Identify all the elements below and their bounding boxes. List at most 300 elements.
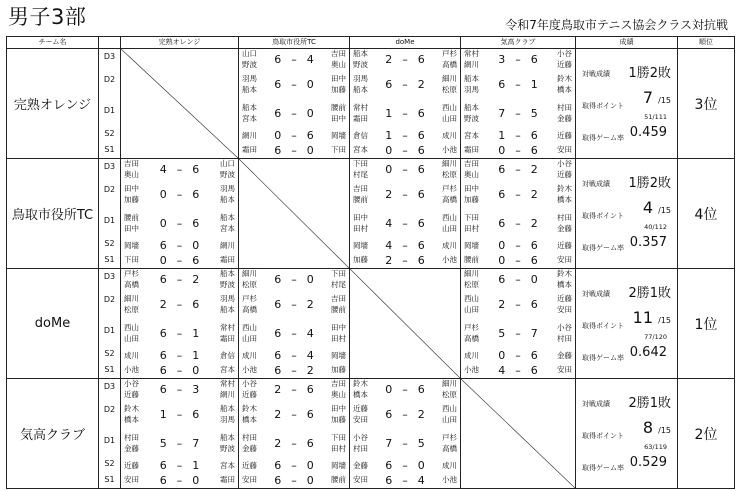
match-row — [239, 290, 349, 319]
game-rate-label: 取得ゲーム率 — [582, 463, 624, 472]
score-home: 2 — [274, 383, 282, 396]
score-separator: – — [291, 78, 297, 92]
match-score — [270, 53, 318, 66]
player-name: 高橋 — [464, 333, 479, 343]
player-name: 成川 — [442, 130, 457, 140]
player-name: 成川 — [124, 350, 139, 360]
game-ratio: 40/112 — [644, 223, 667, 232]
player-name: 西山 — [242, 323, 257, 333]
match-score — [152, 349, 207, 362]
score-away: 5 — [530, 107, 538, 121]
points-label: 取得ポイント — [582, 102, 624, 111]
player-name: 田中 — [464, 184, 479, 194]
match-list — [461, 269, 575, 378]
match-row — [239, 429, 349, 458]
score-away: 0 — [306, 78, 314, 92]
match-row — [350, 159, 460, 180]
player-names-home — [353, 184, 381, 205]
result-block — [576, 269, 677, 378]
player-names-home — [353, 103, 381, 124]
player-names-away — [207, 159, 235, 180]
score-separator: – — [291, 107, 297, 121]
player-name: 金藤 — [557, 223, 572, 233]
player-name: 金藤 — [557, 350, 572, 360]
score-away: 6 — [192, 298, 200, 312]
player-name: 村田 — [353, 443, 368, 453]
match-score — [492, 144, 544, 157]
diagonal-line — [350, 269, 460, 378]
player-names-away — [544, 49, 572, 70]
player-name: 近藤 — [124, 389, 139, 399]
match-score — [492, 364, 544, 377]
score-separator: – — [515, 364, 521, 378]
team-row — [7, 49, 735, 159]
game-rate-value: 0.642 — [629, 345, 667, 361]
score-home: 6 — [159, 239, 167, 253]
match-score — [492, 163, 544, 176]
player-name: 近藤 — [353, 404, 368, 414]
score-away: 2 — [306, 364, 314, 378]
self-match-cell — [239, 159, 350, 269]
match-row — [239, 363, 349, 378]
player-name: 吉田 — [331, 49, 346, 58]
score-home: 6 — [274, 107, 282, 121]
score-home: 6 — [385, 474, 393, 488]
score-separator: – — [176, 437, 183, 451]
match-list — [121, 379, 238, 488]
player-name: 西山 — [442, 404, 457, 414]
player-names-home — [124, 294, 152, 315]
player-name: 加藤 — [464, 194, 479, 204]
player-name: 橋本 — [557, 279, 572, 289]
score-away: 6 — [417, 163, 425, 176]
score-separator: – — [402, 217, 408, 231]
game-rate-label: 取得ゲーム率 — [582, 133, 624, 142]
points-value — [633, 308, 671, 327]
player-names-away — [318, 103, 346, 124]
match-list — [350, 159, 460, 268]
player-name: 村田 — [242, 433, 257, 443]
score-away: 6 — [192, 188, 200, 202]
player-name: 山田 — [442, 414, 457, 424]
player-names-away — [429, 184, 457, 205]
division-label: D2 — [103, 404, 116, 414]
match-cell — [121, 269, 239, 379]
player-names-away — [544, 365, 572, 376]
player-name: 腰前 — [331, 304, 346, 314]
header-row — [7, 37, 735, 49]
match-row — [350, 209, 460, 238]
match-row — [350, 239, 460, 254]
result-cell — [576, 159, 678, 269]
player-name: 高橋 — [442, 59, 457, 69]
match-row — [350, 99, 460, 128]
player-name: 宮本 — [220, 460, 235, 470]
game-rate-value: 0.529 — [629, 455, 667, 471]
player-names-home — [242, 131, 270, 142]
player-name: 霜田 — [464, 145, 479, 155]
score-home: 6 — [159, 349, 167, 363]
division-labels — [99, 269, 121, 379]
score-separator: – — [176, 383, 183, 396]
player-names-home — [124, 159, 152, 180]
player-names-home — [242, 365, 270, 376]
player-names-away — [207, 365, 235, 376]
match-cell — [121, 379, 239, 489]
player-name: 岡墻 — [331, 130, 346, 140]
player-name: 小谷 — [557, 49, 572, 58]
player-names-home — [124, 213, 152, 234]
score-home: 6 — [159, 273, 167, 286]
player-names-away — [318, 49, 346, 70]
score-home: 6 — [159, 327, 167, 341]
score-away: 3 — [192, 383, 200, 396]
player-names-away — [429, 213, 457, 234]
score-separator: – — [402, 239, 408, 253]
player-names-away — [544, 74, 572, 95]
match-score — [381, 78, 429, 91]
match-score — [381, 188, 429, 201]
points-value — [643, 88, 671, 107]
division-label: D1 — [103, 326, 116, 336]
team-name: 鳥取市役所TC — [7, 159, 99, 269]
player-name: 霜田 — [353, 113, 368, 123]
division-label: D3 — [103, 381, 116, 391]
score-home: 4 — [385, 217, 393, 231]
score-away: 0 — [306, 459, 314, 473]
match-score — [270, 459, 318, 472]
match-score — [492, 298, 544, 311]
match-score — [270, 383, 318, 396]
match-row — [461, 209, 575, 238]
player-name: 安田 — [557, 304, 572, 314]
score-away: 6 — [306, 437, 314, 451]
player-name: 霜田 — [242, 145, 257, 155]
player-names-away — [429, 145, 457, 156]
player-name: 松原 — [242, 279, 257, 289]
player-name: 成川 — [464, 350, 479, 360]
score-away: 6 — [417, 239, 425, 253]
match-cell — [350, 159, 461, 269]
score-separator: – — [515, 239, 521, 253]
result-block — [576, 49, 677, 158]
score-home: 6 — [274, 459, 282, 473]
score-separator: – — [291, 53, 297, 66]
team-row — [7, 159, 735, 269]
match-score — [492, 129, 544, 142]
player-name: 田中 — [353, 213, 368, 223]
match-list — [121, 269, 238, 378]
score-separator: – — [176, 364, 183, 378]
match-score — [381, 383, 429, 396]
player-name: 村田 — [124, 433, 139, 443]
player-name: 下田 — [464, 213, 479, 223]
points-value — [643, 198, 671, 217]
player-names-home — [353, 131, 381, 142]
player-name: 戸杉 — [442, 433, 457, 443]
player-name: 野波 — [353, 59, 368, 69]
score-away: 6 — [417, 107, 425, 121]
match-row — [350, 143, 460, 158]
division-label: D2 — [103, 74, 116, 84]
score-separator: – — [176, 188, 183, 202]
score-separator: – — [176, 459, 183, 473]
score-separator: – — [402, 408, 408, 422]
player-name: 宮本 — [242, 113, 257, 123]
match-row — [350, 400, 460, 429]
player-name: 村尾 — [353, 169, 368, 179]
player-names-home — [242, 269, 270, 290]
division-label: D1 — [103, 436, 116, 446]
player-names-home — [353, 213, 381, 234]
score-separator: – — [291, 273, 297, 286]
player-name: 戸杉 — [464, 323, 479, 333]
score-away: 6 — [192, 408, 200, 422]
header-opponent-4: 気高クラブ — [461, 37, 576, 49]
player-name: 加藤 — [331, 365, 346, 375]
score-away: 1 — [192, 327, 200, 341]
match-row — [461, 129, 575, 144]
player-name: 船本 — [220, 269, 235, 278]
player-name: 橋本 — [353, 389, 368, 399]
player-names-home — [464, 74, 492, 95]
match-cell — [461, 159, 576, 269]
player-names-home — [464, 103, 492, 124]
score-away: 6 — [417, 129, 425, 143]
page-title: 男子3部 — [8, 5, 87, 29]
player-name: 奥山 — [464, 169, 479, 179]
player-name: 細川 — [242, 269, 257, 278]
score-home: 2 — [385, 53, 393, 66]
score-away: 6 — [417, 254, 425, 268]
score-separator: – — [291, 349, 297, 363]
player-names-home — [353, 475, 381, 486]
player-name: 船本 — [220, 433, 235, 443]
match-score — [152, 437, 207, 450]
player-names-away — [429, 404, 457, 425]
player-names-away — [207, 294, 235, 315]
player-name: 網川 — [464, 59, 479, 69]
player-names-home — [464, 323, 492, 344]
match-row — [121, 459, 238, 474]
match-row — [121, 319, 238, 348]
points-label: 取得ポイント — [582, 322, 624, 331]
player-name: 羽馬 — [242, 74, 257, 84]
match-score — [492, 53, 544, 66]
player-names-home — [353, 145, 381, 156]
player-name: 岡墻 — [353, 240, 368, 250]
player-name: 下田 — [124, 255, 139, 265]
score-separator: – — [291, 327, 297, 341]
match-row — [350, 459, 460, 474]
match-row — [121, 159, 238, 180]
player-name: 岡墻 — [464, 240, 479, 250]
score-separator: – — [515, 349, 521, 363]
player-name: 金藤 — [557, 113, 572, 123]
player-name: 田中 — [124, 184, 139, 194]
score-away: 6 — [192, 217, 200, 231]
player-name: 高橋 — [442, 443, 457, 453]
score-away: 2 — [530, 163, 538, 176]
match-score — [270, 437, 318, 450]
player-name: 船本 — [464, 103, 479, 113]
rank-value: 1位 — [678, 269, 735, 379]
match-score — [270, 273, 318, 286]
player-names-away — [207, 404, 235, 425]
score-separator: – — [515, 298, 521, 312]
team-name: doMe — [7, 269, 99, 379]
player-names-home — [242, 294, 270, 315]
game-rate-value: 0.459 — [629, 125, 667, 141]
player-name: 戸杉 — [124, 269, 139, 278]
match-score — [492, 217, 544, 230]
player-name: 加藤 — [331, 84, 346, 94]
score-home: 6 — [385, 408, 393, 422]
player-names-home — [464, 213, 492, 234]
match-list — [239, 379, 349, 488]
match-score — [381, 437, 429, 450]
division-label: S1 — [104, 255, 115, 265]
score-home: 6 — [274, 53, 282, 66]
player-name: 吉田 — [353, 184, 368, 194]
player-name: 橋本 — [557, 194, 572, 204]
player-names-away — [544, 184, 572, 205]
player-names-away — [429, 379, 457, 400]
player-name: 戸杉 — [442, 49, 457, 58]
score-separator: – — [291, 408, 297, 422]
match-row — [350, 429, 460, 458]
player-names-home — [124, 269, 152, 290]
player-name: 船本 — [353, 49, 368, 58]
player-name: 岡墻 — [331, 350, 346, 360]
match-score — [152, 217, 207, 230]
player-name: 奥山 — [331, 389, 346, 399]
score-home: 2 — [159, 298, 167, 312]
player-name: 吉田 — [331, 379, 346, 388]
score-home: 0 — [159, 217, 167, 231]
score-home: 6 — [274, 78, 282, 92]
match-score — [381, 129, 429, 142]
division-labels — [99, 159, 121, 269]
score-away: 2 — [417, 78, 425, 92]
player-name: 高橋 — [124, 279, 139, 289]
rank-value: 4位 — [678, 159, 735, 269]
player-names-home — [464, 269, 492, 290]
match-row — [461, 363, 575, 378]
player-name: 山田 — [442, 223, 457, 233]
score-away: 2 — [192, 273, 200, 286]
score-away: 6 — [530, 53, 538, 66]
player-name: 戸杉 — [442, 184, 457, 194]
player-name: 下田 — [331, 145, 346, 155]
score-away: 6 — [306, 129, 314, 143]
score-separator: – — [515, 78, 521, 92]
player-name: 小谷 — [242, 379, 257, 388]
player-name: 常村 — [464, 49, 479, 58]
player-name: 野波 — [220, 169, 235, 179]
match-row — [239, 459, 349, 474]
match-score — [381, 163, 429, 176]
player-names-away — [207, 184, 235, 205]
match-score — [270, 129, 318, 142]
player-name: 奥山 — [331, 59, 346, 69]
player-name: 網川 — [220, 240, 235, 250]
score-home: 6 — [385, 459, 393, 473]
player-names-home — [242, 74, 270, 95]
score-home: 2 — [274, 408, 282, 422]
score-home: 6 — [498, 78, 506, 92]
score-separator: – — [291, 474, 297, 488]
header-division — [99, 37, 121, 49]
match-row — [239, 129, 349, 144]
player-name: 金藤 — [124, 443, 139, 453]
match-row — [461, 180, 575, 209]
score-away: 2 — [530, 217, 538, 231]
player-names-home — [124, 184, 152, 205]
score-away: 4 — [306, 327, 314, 341]
score-away: 6 — [530, 298, 538, 312]
score-away: 2 — [530, 188, 538, 202]
match-score — [152, 254, 207, 267]
match-row — [239, 99, 349, 128]
score-separator: – — [291, 364, 297, 378]
player-name: 船本 — [242, 103, 257, 113]
score-away: 0 — [306, 107, 314, 121]
match-row — [461, 349, 575, 364]
player-names-home — [464, 241, 492, 252]
player-name: 山田 — [242, 333, 257, 343]
player-name: 小池 — [242, 365, 257, 375]
score-away: 6 — [417, 53, 425, 66]
player-name: 田中 — [331, 74, 346, 84]
player-name: 細川 — [442, 74, 457, 84]
match-score — [381, 254, 429, 267]
score-away: 6 — [530, 144, 538, 158]
player-name: 西山 — [464, 294, 479, 304]
header-opponent-1: 完熟オレンジ — [121, 37, 239, 49]
player-name: 宮本 — [220, 365, 235, 375]
match-row — [121, 209, 238, 238]
header-rank: 順位 — [678, 37, 735, 49]
player-name: 野波 — [242, 59, 257, 69]
player-name: 近藤 — [557, 294, 572, 304]
score-home: 6 — [274, 273, 282, 286]
player-names-away — [318, 269, 346, 290]
player-name: 橋本 — [124, 414, 139, 424]
player-name: 村田 — [557, 333, 572, 343]
player-name: 船本 — [464, 74, 479, 84]
score-separator: – — [515, 327, 521, 341]
score-separator: – — [402, 107, 408, 121]
player-names-away — [318, 323, 346, 344]
match-row — [350, 180, 460, 209]
player-name: 吉田 — [124, 159, 139, 168]
match-row — [461, 99, 575, 128]
player-name: 橋本 — [242, 414, 257, 424]
points-value — [643, 418, 671, 437]
match-row — [121, 180, 238, 209]
player-names-home — [353, 74, 381, 95]
player-names-home — [242, 351, 270, 362]
team-name: 完熟オレンジ — [7, 49, 99, 159]
player-name: 船本 — [220, 194, 235, 204]
score-home: 1 — [385, 129, 393, 143]
player-name: 安田 — [557, 145, 572, 155]
match-row — [239, 49, 349, 70]
division-label: S1 — [104, 475, 115, 485]
player-name: 腰前 — [464, 255, 479, 265]
match-row — [121, 239, 238, 254]
